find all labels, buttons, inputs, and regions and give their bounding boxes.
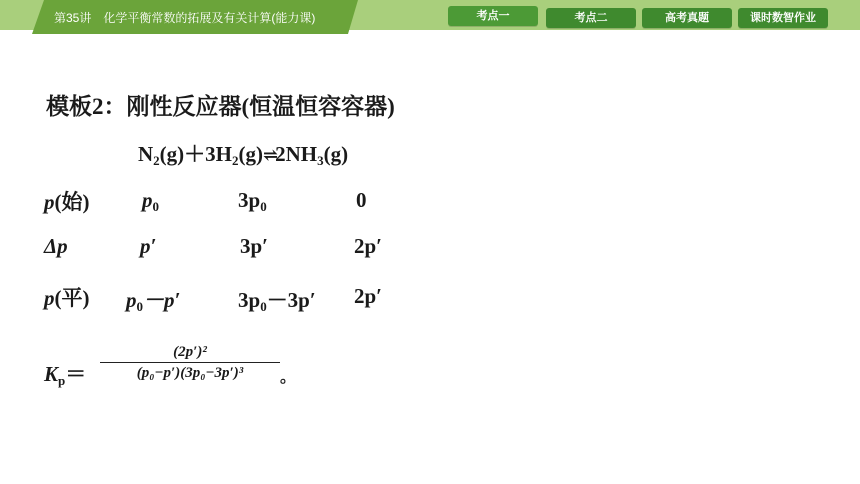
row-equilibrium-label: p(平) — [44, 286, 90, 310]
row-change-nh3: 2p′ — [354, 234, 383, 258]
row-change-label: Δp — [44, 234, 68, 258]
kp-numerator: (2p′)² — [173, 344, 207, 360]
tab-exam-questions[interactable]: 高考真题 — [642, 8, 732, 28]
fraction-bar — [100, 362, 280, 363]
row-equilibrium-nh3: 2p′ — [354, 284, 383, 308]
row-equilibrium-h2: $3p_0-3p'$ — [238, 288, 316, 314]
template-heading: 模板2：刚性反应器(恒温恒容容器) — [46, 94, 395, 119]
reaction-equation: $N_2(g)+3H_2(g)\rightleftharpoons 2NH_3(g)$ — [138, 142, 349, 168]
tab-homework[interactable]: 课时数智作业 — [738, 8, 828, 28]
row-initial-h2: $3p_0$ — [238, 188, 267, 214]
row-initial-n2: $p_0$ — [142, 188, 159, 214]
row-change-h2: 3p′ — [240, 234, 269, 258]
equilibrium-arrow: ⇌ — [263, 145, 276, 165]
lesson-title: 第35讲 化学平衡常数的拓展及有关计算(能力课) — [54, 11, 316, 25]
kp-fraction — [100, 344, 280, 382]
row-initial-label: p(始) — [44, 190, 90, 214]
row-change-n2: p′ — [140, 234, 157, 258]
kp-denominator: (p₀−p′)(3p₀−3p′)³ — [136, 365, 244, 381]
row-equilibrium-n2: $p_0-p'$ — [126, 288, 181, 314]
kp-lhs: $K_p=$ — [44, 362, 87, 388]
row-initial-nh3: 0 — [356, 188, 367, 212]
tab-kaodian-1[interactable]: 考点一 — [448, 6, 538, 26]
tab-kaodian-2[interactable]: 考点二 — [546, 8, 636, 28]
kp-period: 。 — [280, 369, 297, 386]
